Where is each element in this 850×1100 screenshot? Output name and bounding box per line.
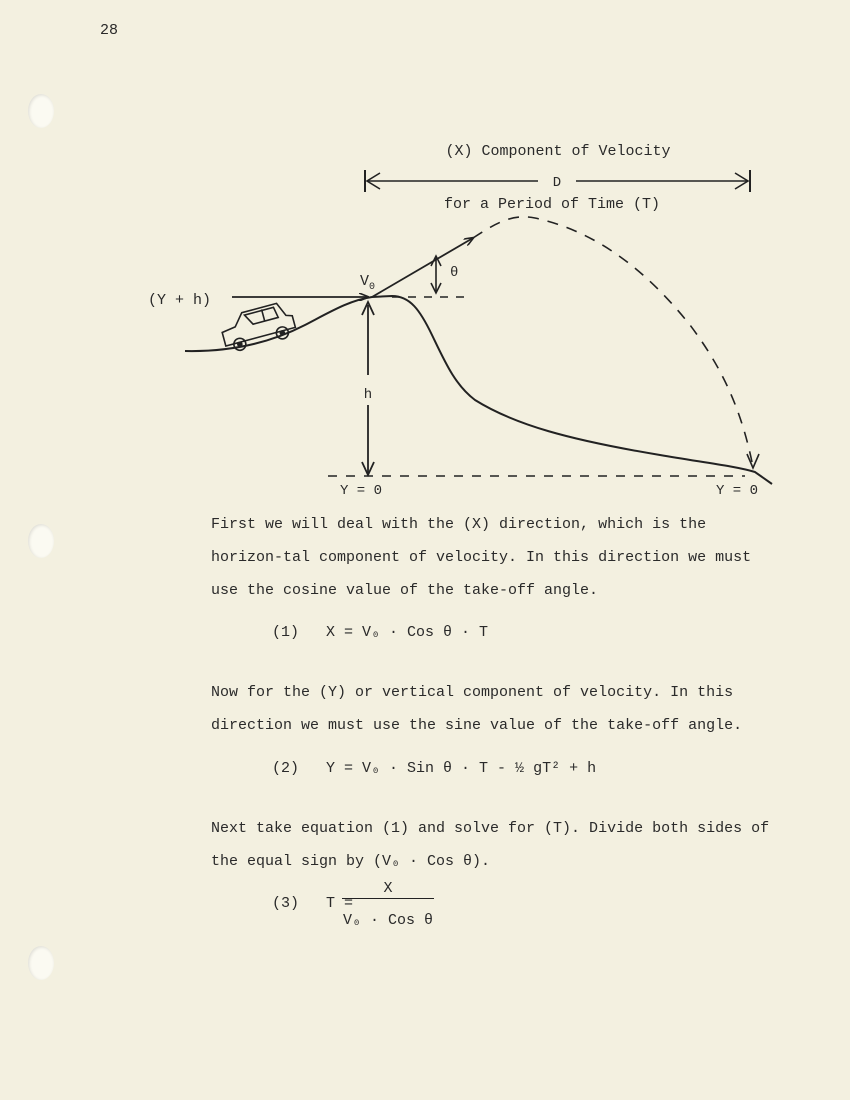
angle-indicator bbox=[431, 256, 441, 293]
ground-label-left: Y = 0 bbox=[340, 483, 383, 499]
equation-1-text: X = V₀ · Cos θ · T bbox=[326, 624, 489, 641]
equation-2 bbox=[272, 760, 596, 777]
terrain-curve bbox=[185, 296, 772, 484]
distance-label: D bbox=[552, 175, 562, 191]
paragraph-x-direction: First we will deal with the (X) direction, which is the horizon-tal component of velocity. In this direction we must use the cosine value of the take-off angle. bbox=[211, 516, 752, 599]
height-label: h bbox=[363, 387, 373, 403]
equation-1 bbox=[272, 624, 488, 641]
left-height-label: (Y + h) bbox=[148, 292, 212, 309]
diagram-title-line2: for a Period of Time (T) bbox=[443, 196, 661, 213]
equation-3 bbox=[272, 895, 353, 912]
projectile-diagram bbox=[0, 0, 850, 510]
equation-2-text: Y = V₀ · Sin θ · T - ½ gT² + h bbox=[326, 760, 597, 777]
trajectory-curve bbox=[473, 217, 752, 462]
equation-3-denominator: V₀ · Cos θ bbox=[342, 912, 433, 929]
page-number: 28 bbox=[100, 22, 119, 39]
equation-3-numerator: X bbox=[342, 880, 434, 899]
ground-label-right: Y = 0 bbox=[716, 483, 759, 499]
equation-3-lhs: T = bbox=[326, 895, 354, 912]
punch-hole-middle bbox=[28, 524, 54, 558]
velocity-label: $V_0$ bbox=[360, 273, 376, 293]
equation-3-number: (3) bbox=[272, 895, 300, 912]
angle-label: θ bbox=[450, 265, 459, 281]
diagram-title-line1: (X) Component of Velocity bbox=[445, 143, 671, 160]
punch-hole-bottom bbox=[28, 946, 54, 980]
paragraph-y-direction: Now for the (Y) or vertical component of velocity. In this direction we must use the sine value of the take-off angle. bbox=[211, 684, 743, 734]
equation-1-number: (1) bbox=[272, 624, 300, 641]
vehicle-drawing bbox=[219, 300, 298, 353]
trajectory-end-arrowhead bbox=[747, 454, 759, 468]
equation-2-number: (2) bbox=[272, 760, 300, 777]
paragraph-solve-for-t: Next take equation (1) and solve for (T). Divide both sides of the equal sign by (V₀ · Cos θ). bbox=[211, 820, 770, 870]
